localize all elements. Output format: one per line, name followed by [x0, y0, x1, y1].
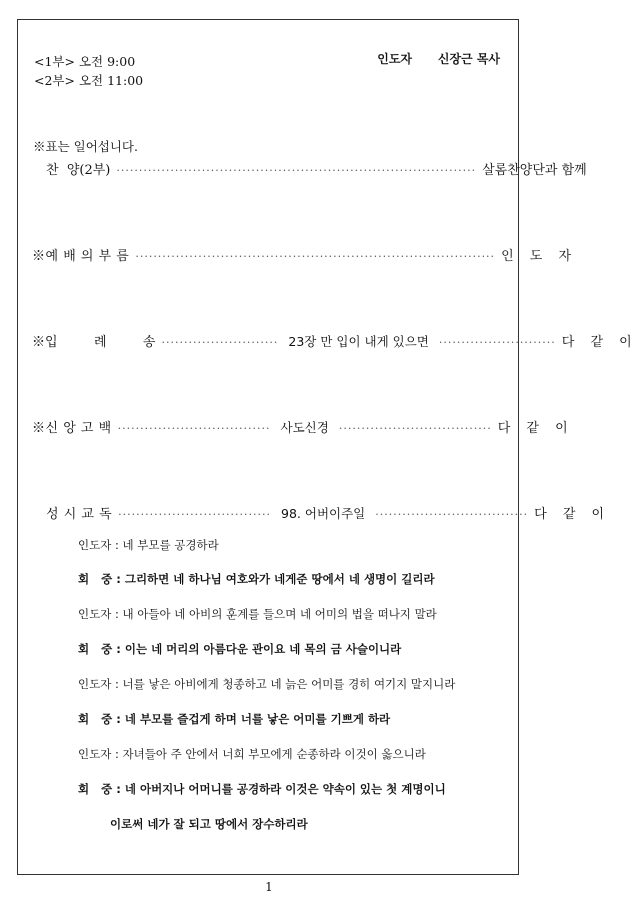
- reading-line: 인도자 : 너를 낳은 아비에게 청종하고 네 늙은 어미를 경히 여기지 말지니라: [78, 677, 456, 691]
- reading-text: 네 아버지나 어머니를 공경하라 이것은 약속이 있는 첫 계명이니: [124, 782, 446, 796]
- order-title: 찬 양(2부): [46, 163, 111, 178]
- order-title: ※예 배 의 부 름: [32, 249, 130, 264]
- leader-dots: ················································································: [116, 164, 477, 177]
- reading-line: 회 중 : 그리하면 네 하나님 여호와가 네게준 땅에서 네 생명이 길리라: [78, 572, 435, 586]
- standing-note: ※표는 일어섭니다.: [33, 139, 138, 154]
- order-item-creed: [32, 417, 568, 436]
- reading-text: 네 부모를 공경하라: [122, 538, 219, 552]
- reading-line-continuation: [110, 816, 308, 832]
- reading-line: 인도자 : 네 부모를 공경하라: [78, 538, 219, 552]
- reading-speaker: 회 중: [78, 782, 113, 796]
- order-right: 다 같 이: [497, 421, 568, 436]
- reading-text: 자녀들아 주 안에서 너희 부모에게 순종하라 이것이 옳으니라: [122, 747, 426, 761]
- reading-text: 내 아들아 네 아비의 훈계를 들으며 네 어미의 법을 떠나지 말라: [122, 607, 437, 621]
- reading-line: 회 중 : 이는 네 머리의 아름다운 관이요 네 목의 금 사슬이니라: [78, 642, 402, 656]
- reading-line: 회 중 : 네 부모를 즐겁게 하며 너를 낳은 어미를 기쁘게 하라: [78, 712, 391, 726]
- reading-line: 인도자 : 자녀들아 주 안에서 너희 부모에게 순종하라 이것이 옳으니라: [78, 747, 426, 761]
- leader-dots: ··································: [338, 422, 492, 435]
- reading-text: 그리하면 네 하나님 여호와가 네게준 땅에서 네 생명이 길리라: [124, 572, 435, 586]
- leader-dots: ··································: [117, 422, 271, 435]
- page-number: 1: [265, 880, 273, 894]
- reading-speaker: 인도자: [78, 607, 112, 621]
- leader-dots: ················································································: [135, 250, 496, 263]
- order-item-praise: [46, 159, 587, 178]
- reading-line: 인도자 : 내 아들아 네 아비의 훈계를 들으며 네 어미의 법을 떠나지 말라: [78, 607, 437, 621]
- leader-dots: ··································: [375, 508, 529, 521]
- reading-speaker: 회 중: [78, 642, 113, 656]
- order-title: 성 시 교 독: [46, 507, 113, 522]
- order-title: ※입 례 송: [32, 335, 156, 350]
- order-right: 인 도 자: [501, 249, 572, 264]
- leader-name: 신장근 목사: [437, 52, 500, 66]
- reading-speaker: 회 중: [78, 572, 113, 586]
- order-item-call-to-worship: [32, 245, 572, 264]
- order-right: 다 같 이: [534, 507, 605, 522]
- reading-line: 회 중 : 네 아버지나 어머니를 공경하라 이것은 약속이 있는 첫 계명이니: [78, 782, 446, 796]
- order-right: 살롬찬양단과 함께: [482, 163, 587, 178]
- reading-speaker: 회 중: [78, 712, 113, 726]
- service-time-first: <1부> 오전 9:00: [34, 54, 136, 69]
- leader-dots: ··························: [161, 336, 279, 349]
- reading-text: 이로써 네가 잘 되고 땅에서 장수하리라: [110, 817, 308, 831]
- order-mid: 사도신경: [280, 420, 329, 435]
- order-mid: 23장 만 입이 내게 있으면: [288, 334, 429, 349]
- order-mid: 98. 어버이주일: [281, 506, 366, 521]
- reading-text: 이는 네 머리의 아름다운 관이요 네 목의 금 사슬이니라: [124, 642, 402, 656]
- order-right: 다 같 이: [561, 335, 632, 350]
- leader-dots: ··························: [438, 336, 556, 349]
- order-title: ※신 앙 고 백: [32, 421, 112, 436]
- reading-text: 네 부모를 즐겁게 하며 너를 낳은 어미를 기쁘게 하라: [124, 712, 391, 726]
- reading-text: 너를 낳은 아비에게 청종하고 네 늙은 어미를 경히 여기지 말지니라: [122, 677, 456, 691]
- order-item-responsive-reading: [46, 503, 605, 522]
- reading-speaker: 인도자: [78, 677, 112, 691]
- reading-speaker: 인도자: [78, 747, 112, 761]
- service-time-second: <2부> 오전 11:00: [34, 73, 144, 88]
- order-item-entrance-hymn: [32, 331, 632, 350]
- leader-label: 인도자: [377, 52, 413, 66]
- bulletin-page: [17, 19, 632, 875]
- leader-info: [377, 50, 500, 67]
- leader-dots: ··································: [118, 508, 272, 521]
- reading-speaker: 인도자: [78, 538, 112, 552]
